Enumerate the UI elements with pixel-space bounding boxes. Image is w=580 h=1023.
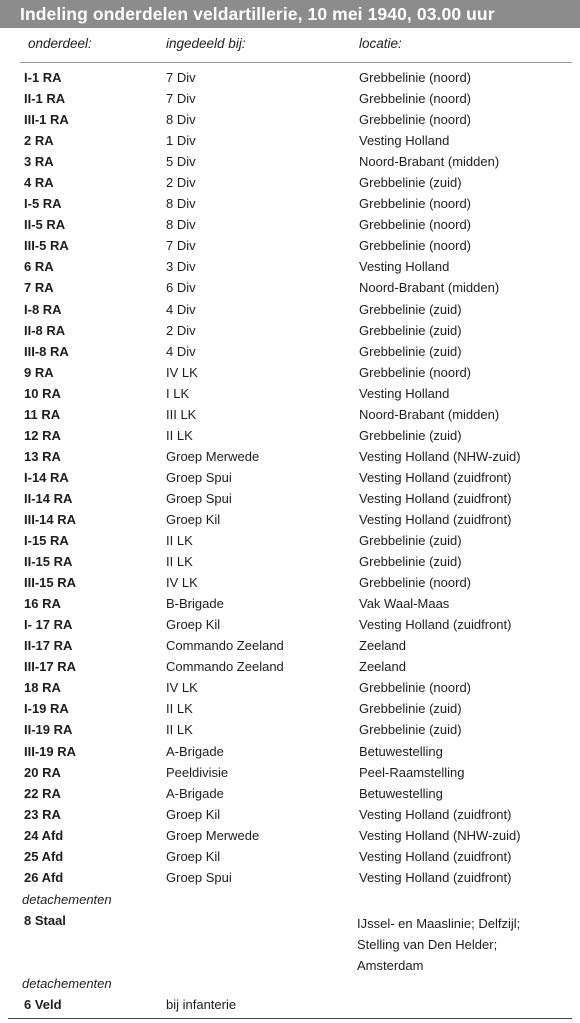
detachments-label: detachementen bbox=[22, 976, 112, 991]
table-body bbox=[0, 68, 580, 889]
table-cell-unit: III-17 RA bbox=[24, 659, 77, 675]
table-cell-location: Noord-Brabant (midden) bbox=[359, 406, 500, 422]
table-row bbox=[0, 110, 580, 131]
table-cell-assigned: I LK bbox=[166, 385, 190, 401]
table-cell-location: Grebbelinie (zuid) bbox=[359, 301, 462, 317]
table-row bbox=[0, 468, 580, 489]
table-cell-assigned: 8 Div bbox=[166, 112, 196, 128]
table-row bbox=[0, 405, 580, 426]
table-cell-unit: II-17 RA bbox=[24, 638, 73, 654]
table-cell-location: Vak Waal-Maas bbox=[359, 596, 450, 612]
table-cell-location: Betuwestelling bbox=[359, 785, 443, 801]
table-cell-assigned: Peeldivisie bbox=[166, 764, 229, 780]
table-cell-assigned: Groep Kil bbox=[166, 848, 221, 864]
table-row bbox=[0, 868, 580, 889]
table-row bbox=[0, 763, 580, 784]
table-cell-assigned: 6 Div bbox=[166, 280, 196, 296]
table-cell-unit: III-14 RA bbox=[24, 511, 77, 527]
table-cell-assigned: Groep Merwede bbox=[166, 827, 260, 843]
table-cell-location: Grebbelinie (noord) bbox=[359, 217, 472, 233]
table-row bbox=[0, 131, 580, 152]
table-cell-unit: III-5 RA bbox=[24, 238, 69, 254]
table-cell-assigned: Commando Zeeland bbox=[166, 638, 284, 654]
table-row bbox=[0, 742, 580, 763]
table-cell-location: Vesting Holland (NHW-zuid) bbox=[359, 448, 521, 464]
table-cell-location: Vesting Holland bbox=[359, 133, 450, 149]
table-row bbox=[0, 657, 580, 678]
table-row bbox=[0, 89, 580, 110]
table-cell-location: Vesting Holland (zuidfront) bbox=[359, 848, 512, 864]
table-cell-assigned: II LK bbox=[166, 722, 193, 738]
table-cell-unit: 12 RA bbox=[24, 427, 61, 443]
table-cell-assigned: Groep Spui bbox=[166, 869, 232, 885]
table-cell-unit: I-14 RA bbox=[24, 469, 69, 485]
table-cell-assigned: 2 Div bbox=[166, 175, 196, 191]
table-cell-unit: 7 RA bbox=[24, 280, 54, 296]
table-cell-location: Vesting Holland (zuidfront) bbox=[359, 617, 512, 633]
table-cell-location: Zeeland bbox=[359, 659, 406, 675]
table-cell-unit: I-8 RA bbox=[24, 301, 62, 317]
table-cell-assigned: II LK bbox=[166, 701, 193, 717]
table-cell-assigned: II LK bbox=[166, 554, 193, 570]
table-cell-location: Grebbelinie (noord) bbox=[359, 680, 472, 696]
table-row bbox=[0, 594, 580, 615]
table-cell-assigned: bij infanterie bbox=[166, 997, 237, 1012]
header-location: locatie: bbox=[359, 36, 402, 51]
table-cell-unit: II-15 RA bbox=[24, 554, 73, 570]
table-cell-unit: II-5 RA bbox=[24, 217, 66, 233]
table-cell-location: Grebbelinie (noord) bbox=[359, 70, 472, 85]
table-row bbox=[0, 531, 580, 552]
table-cell-unit: 20 RA bbox=[24, 764, 61, 780]
table-cell-unit: I- 17 RA bbox=[24, 617, 73, 633]
table-cell-location: Grebbelinie (zuid) bbox=[359, 322, 462, 338]
table-row bbox=[0, 215, 580, 236]
table-cell-unit: II-14 RA bbox=[24, 490, 73, 506]
table-cell-assigned: B-Brigade bbox=[166, 596, 224, 612]
table-cell-assigned: A-Brigade bbox=[166, 743, 224, 759]
table-cell-location bbox=[357, 913, 520, 976]
table-row bbox=[0, 300, 580, 321]
table-row bbox=[0, 257, 580, 278]
table-cell-assigned: IV LK bbox=[166, 575, 198, 591]
table-cell-location: Grebbelinie (zuid) bbox=[359, 343, 462, 359]
table-cell-location: Grebbelinie (noord) bbox=[359, 575, 472, 591]
table-row bbox=[0, 194, 580, 215]
table-cell-assigned: 3 Div bbox=[166, 259, 196, 275]
table-cell-location: Vesting Holland bbox=[359, 259, 450, 275]
table-cell-location: Vesting Holland (zuidfront) bbox=[359, 806, 512, 822]
table-cell-assigned: Groep Spui bbox=[166, 490, 232, 506]
table-cell-assigned: Groep Spui bbox=[166, 469, 232, 485]
table-cell-unit: I-1 RA bbox=[24, 70, 62, 85]
table-row bbox=[0, 573, 580, 594]
table-title: Indeling onderdelen veldartillerie, 10 mei 1940, 03.00 uur bbox=[0, 0, 580, 28]
table-cell-assigned: 7 Div bbox=[166, 91, 196, 107]
table-cell-unit: 6 Veld bbox=[24, 997, 62, 1012]
table-cell-assigned: 1 Div bbox=[166, 133, 196, 149]
table-cell-assigned: Groep Kil bbox=[166, 617, 221, 633]
table-cell-assigned: 5 Div bbox=[166, 154, 196, 170]
table-cell-location: Vesting Holland (zuidfront) bbox=[359, 490, 512, 506]
table-cell-location: Grebbelinie (noord) bbox=[359, 112, 472, 128]
table-cell-unit: I-15 RA bbox=[24, 533, 69, 549]
table-cell-assigned: 4 Div bbox=[166, 301, 196, 317]
header-divider bbox=[20, 62, 572, 63]
table-cell-unit: 22 RA bbox=[24, 785, 61, 801]
table-cell-unit: II-8 RA bbox=[24, 322, 66, 338]
table-cell-unit: 23 RA bbox=[24, 806, 61, 822]
table-row bbox=[0, 720, 580, 741]
table-row bbox=[0, 510, 580, 531]
table-row bbox=[0, 636, 580, 657]
table-cell-assigned: II LK bbox=[166, 427, 193, 443]
table-cell-unit: 4 RA bbox=[24, 175, 54, 191]
table-cell-unit: 16 RA bbox=[24, 596, 61, 612]
table-row bbox=[0, 68, 580, 89]
table-cell-assigned: 8 Div bbox=[166, 217, 196, 233]
table-cell-location: Grebbelinie (zuid) bbox=[359, 701, 462, 717]
table-cell-unit: II-1 RA bbox=[24, 91, 66, 107]
table-cell-assigned: IV LK bbox=[166, 364, 198, 380]
table-cell-unit: I-5 RA bbox=[24, 196, 62, 212]
table-row bbox=[0, 384, 580, 405]
table-cell-assigned: 7 Div bbox=[166, 238, 196, 254]
table-cell-unit: 24 Afd bbox=[24, 827, 64, 843]
table-cell-unit: III-19 RA bbox=[24, 743, 77, 759]
table-cell-unit: 3 RA bbox=[24, 154, 54, 170]
table-cell-location: Grebbelinie (noord) bbox=[359, 196, 472, 212]
table-cell-assigned: Groep Kil bbox=[166, 806, 221, 822]
table-cell-assigned: A-Brigade bbox=[166, 785, 224, 801]
table-cell-location: Grebbelinie (zuid) bbox=[359, 533, 462, 549]
table-cell-location: Grebbelinie (noord) bbox=[359, 238, 472, 254]
table-cell-assigned: III LK bbox=[166, 406, 197, 422]
table-row bbox=[0, 615, 580, 636]
table-row bbox=[0, 678, 580, 699]
table-cell-location: Grebbelinie (zuid) bbox=[359, 554, 462, 570]
table-cell-location: Zeeland bbox=[359, 638, 406, 654]
table-cell-location: Peel-Raamstelling bbox=[359, 764, 465, 780]
table-cell-unit: 25 Afd bbox=[24, 848, 64, 864]
table-cell-location: Grebbelinie (noord) bbox=[359, 91, 472, 107]
table-cell-location: Vesting Holland bbox=[359, 385, 450, 401]
table-cell-location: Vesting Holland (zuidfront) bbox=[359, 511, 512, 527]
table-cell-unit: II-19 RA bbox=[24, 722, 73, 738]
table-row bbox=[0, 342, 580, 363]
bottom-divider bbox=[8, 1018, 572, 1019]
table-cell-location: Noord-Brabant (midden) bbox=[359, 280, 500, 296]
table-cell-unit: 13 RA bbox=[24, 448, 61, 464]
table-row bbox=[0, 236, 580, 257]
table-row bbox=[0, 489, 580, 510]
detachments-label: detachementen bbox=[22, 892, 112, 907]
table-cell-location: Vesting Holland (zuidfront) bbox=[359, 469, 512, 485]
table-cell-unit: III-15 RA bbox=[24, 575, 77, 591]
table-cell-unit: 9 RA bbox=[24, 364, 54, 380]
table-cell-assigned: Groep Merwede bbox=[166, 448, 260, 464]
column-header-row bbox=[0, 36, 580, 60]
table-row bbox=[0, 699, 580, 720]
table-cell-location: Grebbelinie (zuid) bbox=[359, 427, 462, 443]
table-row bbox=[0, 826, 580, 847]
table-cell-assigned: 8 Div bbox=[166, 196, 196, 212]
table-cell-location: Grebbelinie (zuid) bbox=[359, 722, 462, 738]
table-cell-unit: III-8 RA bbox=[24, 343, 69, 359]
table-row bbox=[0, 552, 580, 573]
table-row bbox=[0, 784, 580, 805]
table-cell-assigned: 2 Div bbox=[166, 322, 196, 338]
table-cell-location: Noord-Brabant (midden) bbox=[359, 154, 500, 170]
table-cell-unit: 2 RA bbox=[24, 133, 54, 149]
table-cell-assigned: IV LK bbox=[166, 680, 198, 696]
table-row bbox=[0, 278, 580, 299]
table-row bbox=[0, 363, 580, 384]
table-cell-assigned: Commando Zeeland bbox=[166, 659, 284, 675]
table-cell-unit: 26 Afd bbox=[24, 869, 64, 885]
table-cell-assigned: 7 Div bbox=[166, 70, 196, 85]
header-unit: onderdeel: bbox=[28, 36, 92, 51]
table-cell-location: Grebbelinie (noord) bbox=[359, 364, 472, 380]
location-line: Stelling van Den Helder; bbox=[357, 937, 498, 952]
table-cell-location: Vesting Holland (NHW-zuid) bbox=[359, 827, 521, 843]
table-cell-assigned: Groep Kil bbox=[166, 511, 221, 527]
table-cell-location: Vesting Holland (zuidfront) bbox=[359, 869, 512, 885]
table-row bbox=[0, 321, 580, 342]
table-row bbox=[0, 447, 580, 468]
table-cell-unit: 11 RA bbox=[24, 406, 61, 422]
table-cell-assigned: II LK bbox=[166, 533, 193, 549]
table-row bbox=[0, 426, 580, 447]
table-row bbox=[0, 152, 580, 173]
table-cell-unit: 6 RA bbox=[24, 259, 54, 275]
location-line: Amsterdam bbox=[357, 958, 424, 973]
table-cell-unit: 8 Staal bbox=[24, 913, 66, 928]
table-cell-unit: III-1 RA bbox=[24, 112, 69, 128]
table-row bbox=[0, 847, 580, 868]
table-cell-unit: I-19 RA bbox=[24, 701, 69, 717]
table-cell-assigned: 4 Div bbox=[166, 343, 196, 359]
table-row bbox=[0, 173, 580, 194]
table-cell-location: Betuwestelling bbox=[359, 743, 443, 759]
location-line: IJssel- en Maaslinie; Delfzijl; bbox=[357, 916, 521, 931]
table-cell-unit: 10 RA bbox=[24, 385, 61, 401]
table-cell-unit: 18 RA bbox=[24, 680, 61, 696]
table-row bbox=[0, 805, 580, 826]
table-cell-location: Grebbelinie (zuid) bbox=[359, 175, 462, 191]
header-assigned: ingedeeld bij: bbox=[166, 36, 246, 51]
